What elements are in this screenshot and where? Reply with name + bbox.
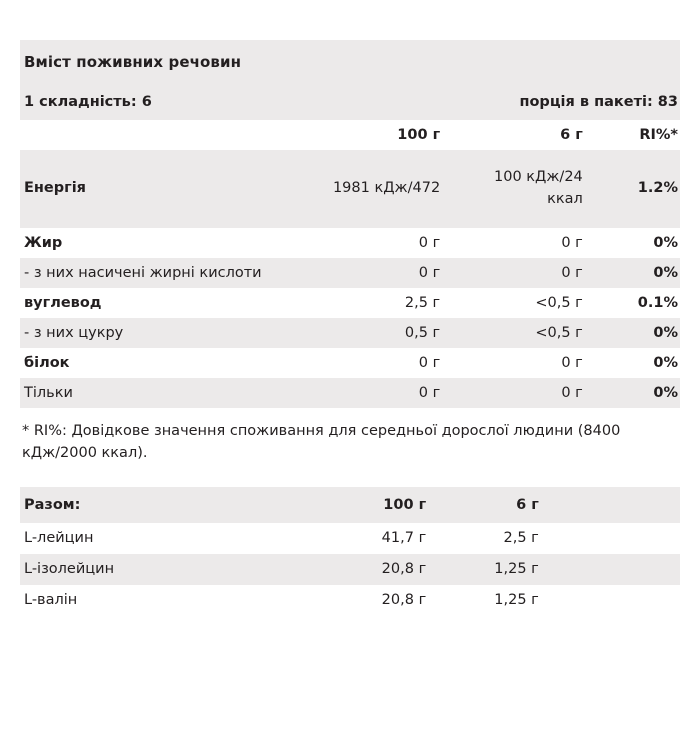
column-header-blank (20, 120, 310, 150)
row-value-6g: 100 кДж/24 ккал (462, 150, 601, 228)
row-value-6g: 0 г (462, 348, 601, 378)
table-row-salt (20, 378, 680, 408)
row-value-6g: 0 г (462, 258, 601, 288)
servings-per-pack-label: порція в пакеті: 83 (462, 84, 680, 120)
serving-meta-row (20, 84, 680, 120)
table-row-protein (20, 348, 680, 378)
row-value-6g: 2,5 г (462, 523, 601, 554)
row-value-6g: 1,25 г (462, 554, 601, 585)
row-value-6g: <0,5 г (462, 318, 601, 348)
row-label: L-лейцин (20, 523, 310, 554)
row-value-ri: 0% (601, 378, 680, 408)
row-value-100g: 20,8 г (310, 585, 462, 616)
amino-header-label: Разом: (20, 487, 310, 523)
row-value-blank (601, 523, 680, 554)
row-value-ri: 0% (601, 228, 680, 258)
nutrition-table (20, 84, 680, 408)
row-value-100g: 0 г (310, 258, 462, 288)
row-value-blank (601, 554, 680, 585)
ri-footnote: * RI%: Довідкове значення споживання для середньої дорослої людини (8400 кДж/2000 ккал). (22, 423, 621, 462)
nutrition-header-band (20, 40, 680, 84)
row-value-ri: 1.2% (601, 150, 680, 228)
column-header-row (20, 120, 680, 150)
column-header-ri: RI%* (601, 120, 680, 150)
table-row-leucine (20, 523, 680, 554)
amino-header-blank (601, 487, 680, 523)
row-value-ri: 0.1% (601, 288, 680, 318)
nutrition-document (0, 40, 700, 740)
row-value-100g: 0 г (310, 228, 462, 258)
row-value-6g: 1,25 г (462, 585, 601, 616)
row-label: Енергія (20, 150, 310, 228)
row-value-ri: 0% (601, 258, 680, 288)
row-label: Тільки (20, 378, 310, 408)
row-label: - з них насичені жирні кислоти (20, 258, 310, 288)
table-row-isoleucine (20, 554, 680, 585)
table-row-energy (20, 150, 680, 228)
amino-acid-table (20, 487, 680, 616)
page-title: Вміст поживних речовин (24, 53, 242, 71)
row-label: L-валін (20, 585, 310, 616)
table-row-valine (20, 585, 680, 616)
amino-header-6g: 6 г (462, 487, 601, 523)
amino-header-100g: 100 г (310, 487, 462, 523)
amino-header-row (20, 487, 680, 523)
servings-size-label: 1 складність: 6 (20, 84, 462, 120)
table-row-fat (20, 228, 680, 258)
column-header-6g: 6 г (462, 120, 601, 150)
row-label: білок (20, 348, 310, 378)
column-header-100g: 100 г (310, 120, 462, 150)
row-value-100g: 1981 кДж/472 (310, 150, 462, 228)
table-row-carbohydrate (20, 288, 680, 318)
row-label: L-ізолейцин (20, 554, 310, 585)
row-value-100g: 20,8 г (310, 554, 462, 585)
row-value-blank (601, 585, 680, 616)
table-row-sugars (20, 318, 680, 348)
row-label: вуглевод (20, 288, 310, 318)
row-value-100g: 41,7 г (310, 523, 462, 554)
row-value-100g: 0,5 г (310, 318, 462, 348)
row-value-6g: 0 г (462, 378, 601, 408)
row-value-100g: 2,5 г (310, 288, 462, 318)
row-value-6g: 0 г (462, 228, 601, 258)
table-row-saturates (20, 258, 680, 288)
row-value-ri: 0% (601, 318, 680, 348)
row-label: Жир (20, 228, 310, 258)
row-value-100g: 0 г (310, 348, 462, 378)
row-value-6g: <0,5 г (462, 288, 601, 318)
row-label: - з них цукру (20, 318, 310, 348)
row-value-100g: 0 г (310, 378, 462, 408)
row-value-ri: 0% (601, 348, 680, 378)
